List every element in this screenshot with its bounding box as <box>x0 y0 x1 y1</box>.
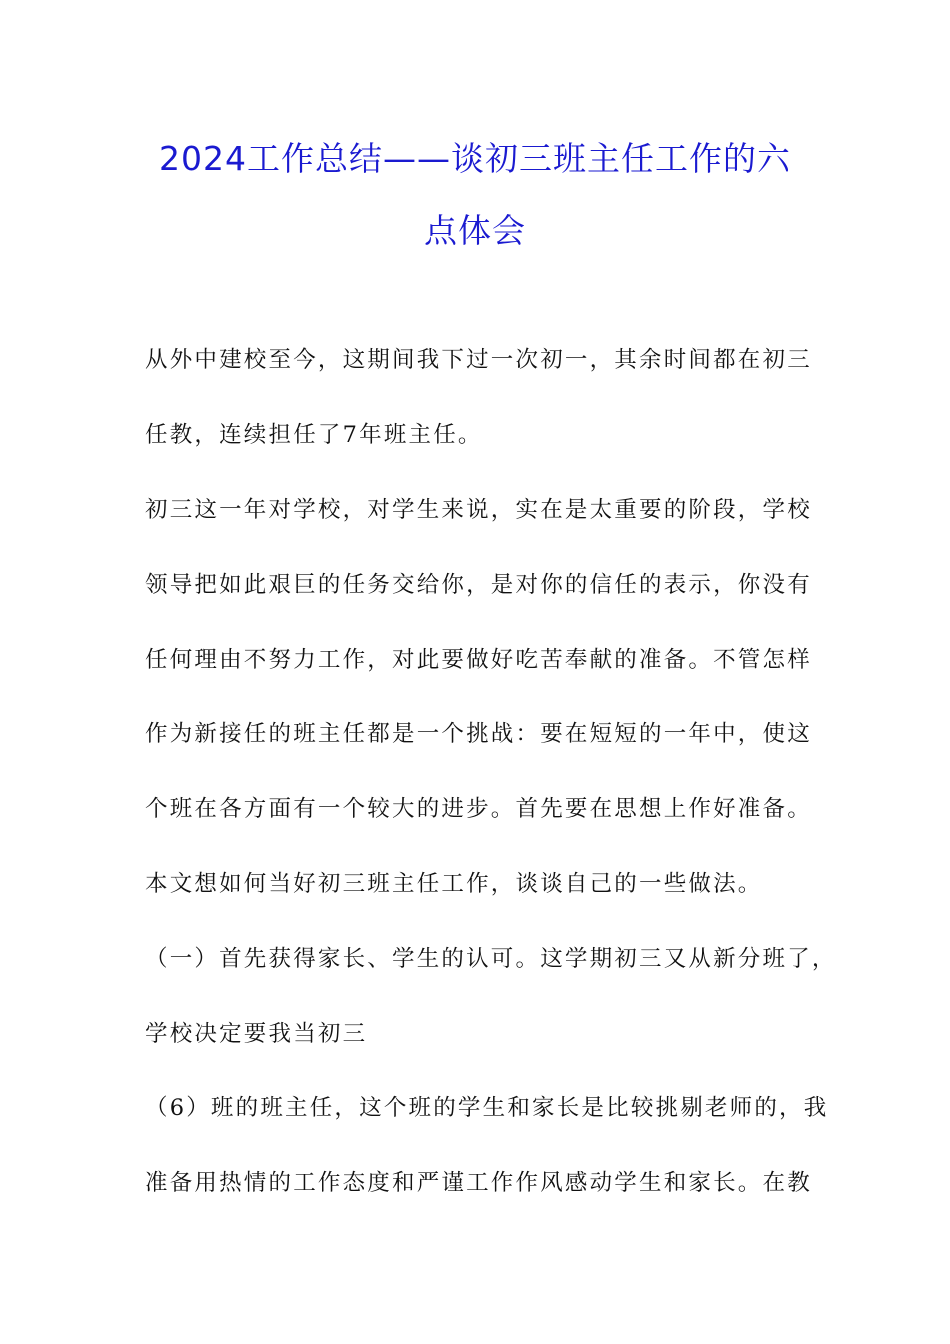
paragraph-line: （一）首先获得家长、学生的认可。这学期初三又从新分班了， <box>145 946 837 972</box>
paragraph-line: 领导把如此艰巨的任务交给你，是对你的信任的表示，你没有 <box>145 572 812 598</box>
paragraph-line: 任教，连续担任了7年班主任。 <box>145 422 483 448</box>
paragraph-line: 作为新接任的班主任都是一个挑战：要在短短的一年中，使这 <box>145 721 812 747</box>
paragraph-line: 初三这一年对学校，对学生来说，实在是太重要的阶段，学校 <box>145 497 812 523</box>
paragraph-line: （6）班的班主任，这个班的学生和家长是比较挑剔老师的，我 <box>145 1095 829 1121</box>
paragraph-line: 准备用热情的工作态度和严谨工作作风感动学生和家长。在教 <box>145 1170 812 1196</box>
document-title-line-1: 2024工作总结——谈初三班主任工作的六 <box>159 139 791 178</box>
paragraph-line: 本文想如何当好初三班主任工作，谈谈自己的一些做法。 <box>145 871 763 897</box>
paragraph-line: 学校决定要我当初三 <box>145 1021 368 1047</box>
paragraph-line: 任何理由不努力工作，对此要做好吃苦奉献的准备。不管怎样 <box>145 647 812 673</box>
paragraph-line: 个班在各方面有一个较大的进步。首先要在思想上作好准备。 <box>145 796 812 822</box>
document-title-line-2: 点体会 <box>424 211 526 250</box>
paragraph-line: 从外中建校至今，这期间我下过一次初一，其余时间都在初三 <box>145 347 812 373</box>
